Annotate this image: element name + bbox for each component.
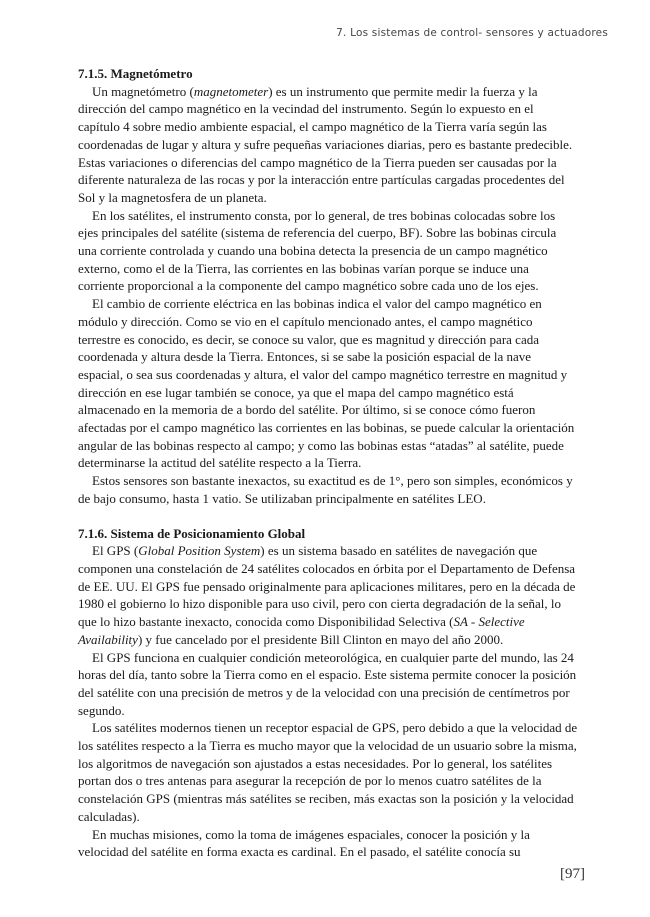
page-number: [97] xyxy=(560,866,585,882)
section-gap xyxy=(78,508,578,525)
body-text xyxy=(78,65,578,861)
text-run: El GPS ( xyxy=(92,543,139,559)
text-run: ) es un instrumento que permite medir la fuerza y la dirección del campo magnético en la vecindad del instrumento. Según lo expuesto en el capítulo 4 sobre medio ambiente espacial, el campo magnético de la Tierra varía según las coordenadas de lugar y altura y sufre pequeñas variaciones diarias, pero es bastante predecible. Estas variaciones o diferencias del campo magnético de la Tierra pueden ser causadas por la diferente naturaleza de las rocas y por la interacción entre partículas cargadas procedentes del Sol y la magnetosfera de un planeta. xyxy=(78,83,573,205)
paragraph: En los satélites, el instrumento consta, por lo general, de tres bobinas colocadas sobre los ejes principales del satélite (sistema de referencia del cuerpo, BF). Sobre las bobinas circula una corriente controlada y cuando una bobina detecta la presencia de un campo magnético externo, como el de la Tierra, las corrientes en las bobinas varían porque se induce una corriente proporcional a la componente del campo magnético sobre cada uno de los ejes. xyxy=(78,207,557,294)
section-heading-magnetometro: 7.1.5. Magnetómetro xyxy=(78,66,193,81)
running-head: 7. Los sistemas de control- sensores y actuadores xyxy=(336,27,608,39)
paragraph: El cambio de corriente eléctrica en las bobinas indica el valor del campo magnético en módulo y dirección. Como se vio en el capítulo mencionado antes, el campo magnético terrestre es conocido, es decir, se conoce su valor, que es magnitud y dirección para cada coordenada y altura desde la Tierra. Entonces, si se sabe la posición espacial de la nave espacial, o sea sus coordenadas y altura, el valor del campo magnético terrestre en magnitud y dirección en ese lugar también se conoce, ya que el mapa del campo magnético está almacenado en la memoria de a bordo del satélite. Por último, si se conoce cómo fueron afectadas por el campo magnético las corrientes en las bobinas, se puede calcular la orientación angular de las bobinas respecto al campo; y como las bobinas estas “atadas” al satélite, puede determinarse la actitud del satélite respecto a la Tierra. xyxy=(78,296,575,471)
text-run: ) y fue cancelado por el presidente Bill Clinton en mayo del año 2000. xyxy=(137,631,504,647)
paragraph: El GPS funciona en cualquier condición meteorológica, en cualquier parte del mundo, las 24 horas del día, tanto sobre la Tierra como en el espacio. Este sistema permite conocer la posición del satélite con una precisión de metros y de la velocidad con una precisión de centímetros por segundo. xyxy=(78,649,577,718)
paragraph xyxy=(78,83,578,207)
term-english: magnetometer xyxy=(193,83,269,99)
text-run: ) es un sistema basado en satélites de navegación que componen una constelación de 24 satélites colocados en órbita por el Departamento de Defensa de EE. UU. El GPS fue pensado originalmente para aplicaciones militares, pero en la década de 1980 el gobierno lo hizo disponible para uso civil, pero con cierta degradación de la señal, lo que lo hizo bastante inexacto, conocida como Disponibilidad Selectiva ( xyxy=(78,543,576,630)
paragraph: En muchas misiones, como la toma de imágenes espaciales, conocer la posición y la velocidad del satélite en forma exacta es cardinal. En el pasado, el satélite conocía su xyxy=(78,826,530,860)
paragraph xyxy=(78,542,578,648)
term-english: SA - Selective Availability xyxy=(78,614,525,647)
paragraph: Estos sensores son bastante inexactos, su exactitud es de 1°, pero son simples, económicos y de bajo consumo, hasta 1 vatio. Se utilizaban principalmente en satélites LEO. xyxy=(78,473,573,506)
term-english: Global Position System xyxy=(138,543,261,559)
paragraph: Los satélites modernos tienen un receptor espacial de GPS, pero debido a que la velocidad de los satélites respecto a la Tierra es mucho mayor que la velocidad de un usuario sobre la misma, los algoritmos de navegación son ajustados a estas necesidades. Por lo general, los satélites portan dos o tres antenas para asegurar la recepción de por lo menos cuatro satélites de la constelación GPS (mientras más satélites se reciben, más exactas son la posición y la velocidad calculadas). xyxy=(78,720,578,824)
text-run: Un magnetómetro ( xyxy=(92,83,194,99)
section-heading-gps: 7.1.6. Sistema de Posicionamiento Global xyxy=(78,525,306,541)
